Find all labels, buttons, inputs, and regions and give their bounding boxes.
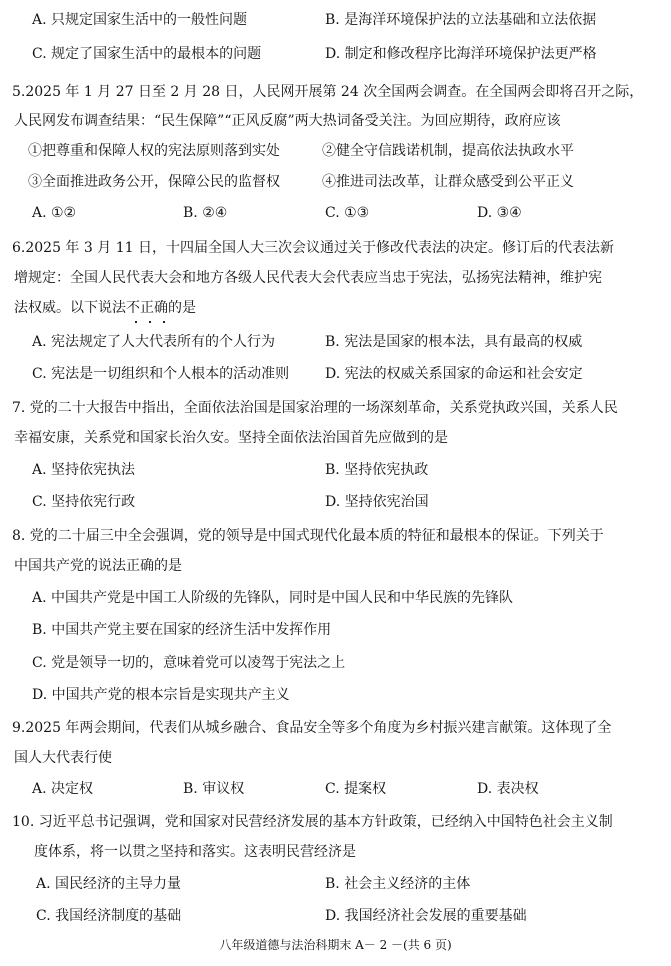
q10-stem-line-1: 10. 习近平总书记强调，党和国家对民营经济发展的基本方针政策，已经纳入中国特色社会主义制 — [12, 814, 613, 830]
q4-option-d[interactable]: D. 制定和修改程序比海洋环境保护法更严格 — [325, 46, 597, 62]
q6-stem-3-pre: 法权威。以下说法 — [14, 300, 126, 316]
q6-stem-line-3 — [14, 298, 652, 318]
q10-option-a[interactable]: A. 国民经济的主导力量 — [36, 876, 182, 892]
q4-option-c[interactable]: C. 规定了国家生活中的最根本的问题 — [32, 46, 262, 62]
q6-stem-line-1: 6.2025 年 3 月 11 日，十四届全国人大三次会议通过关于修改代表法的决定。修订后的代表法新 — [12, 240, 614, 256]
q7-option-b[interactable]: B. 坚持依宪执政 — [325, 462, 429, 478]
q10-option-d[interactable]: D. 我国经济社会发展的重要基础 — [325, 908, 527, 924]
q8-option-b[interactable]: B. 中国共产党主要在国家的经济生活中发挥作用 — [32, 622, 332, 638]
q7-stem-line-2: 幸福安康，关系党和国家长治久安。坚持全面依法治国首先应做到的是 — [14, 430, 448, 446]
q5-stem-line-1: 5.2025 年 1 月 27 日至 2 月 28 日，人民网开展第 24 次全国两会调查。在全国两会即将召开之际， — [12, 84, 644, 100]
q10-option-c[interactable]: C. 我国经济制度的基础 — [36, 908, 182, 924]
q8-stem-line-2: 中国共产党的说法正确的是 — [14, 558, 182, 574]
q9-option-d[interactable]: D. 表决权 — [477, 781, 539, 797]
q6-option-d[interactable]: D. 宪法的权威关系国家的命运和社会安定 — [325, 366, 583, 382]
q8-option-a[interactable]: A. 中国共产党是中国工人阶级的先锋队，同时是中国人民和中华民族的先锋队 — [32, 590, 514, 606]
q10-stem-line-2: 度体系，将一以贯之坚持和落实。这表明民营经济是 — [34, 844, 356, 860]
q4-option-b[interactable]: B. 是海洋环境保护法的立法基础和立法依据 — [325, 12, 597, 28]
q9-option-b[interactable]: B. 审议权 — [183, 781, 245, 797]
q6-stem-line-2: 增规定：全国人民代表大会和地方各级人民代表大会代表应当忠于宪法，弘扬宪法精神，维护宪 — [14, 270, 602, 286]
page-footer: 八年级道德与法治科期末 A－ 2 －(共 6 页) — [219, 938, 452, 952]
q5-item-4: ④推进司法改革，让群众感受到公平正义 — [322, 174, 574, 190]
q7-stem-line-1: 7. 党的二十大报告中指出，全面依法治国是国家治理的一场深刻革命，关系党执政兴国，关系人民 — [12, 400, 618, 416]
q5-option-c[interactable]: C. ①③ — [325, 205, 370, 221]
q4-option-a[interactable]: A. 只规定国家生活中的一般性问题 — [32, 12, 248, 28]
q8-option-d[interactable]: D. 中国共产党的根本宗旨是实现共产主义 — [32, 687, 290, 703]
q6-option-c[interactable]: C. 宪法是一切组织和个人根本的活动准则 — [32, 366, 290, 382]
q6-option-b[interactable]: B. 宪法是国家的根本法，具有最高的权威 — [325, 334, 583, 350]
q5-option-a[interactable]: A. ①② — [32, 205, 77, 221]
q5-option-d[interactable]: D. ③④ — [477, 205, 522, 221]
q7-option-d[interactable]: D. 坚持依宪治国 — [325, 494, 429, 510]
q10-option-b[interactable]: B. 社会主义经济的主体 — [325, 876, 471, 892]
q7-option-c[interactable]: C. 坚持依宪行政 — [32, 494, 136, 510]
q5-item-2: ②健全守信践诺机制，提高依法执政水平 — [322, 143, 574, 159]
q8-stem-line-1: 8. 党的二十届三中全会强调，党的领导是中国式现代化最本质的特征和最根本的保证。下列关于 — [12, 528, 604, 544]
q9-stem-line-1: 9.2025 年两会期间，代表们从城乡融合、食品安全等多个角度为乡村振兴建言献策。这体现了全 — [12, 720, 612, 736]
q6-emphasis-dots: 不正确 — [126, 300, 168, 316]
q9-option-c[interactable]: C. 提案权 — [325, 781, 387, 797]
q8-option-c[interactable]: C. 党是领导一切的，意味着党可以凌驾于宪法之上 — [32, 655, 346, 671]
q9-option-a[interactable]: A. 决定权 — [32, 781, 94, 797]
q6-option-a[interactable]: A. 宪法规定了人大代表所有的个人行为 — [32, 334, 276, 350]
q5-stem-line-2: 人民网发布调查结果：“民生保障”“正风反腐”两大热词备受关注。为回应期待，政府应该 — [14, 113, 561, 129]
q7-option-a[interactable]: A. 坚持依宪执法 — [32, 462, 136, 478]
q5-item-1: ①把尊重和保障人权的宪法原则落到实处 — [28, 143, 280, 159]
q6-stem-3-post: 的是 — [168, 300, 196, 316]
q5-item-3: ③全面推进政务公开，保障公民的监督权 — [28, 174, 280, 190]
q5-option-b[interactable]: B. ②④ — [183, 205, 228, 221]
q9-stem-line-2: 国人大代表行使 — [14, 750, 112, 766]
